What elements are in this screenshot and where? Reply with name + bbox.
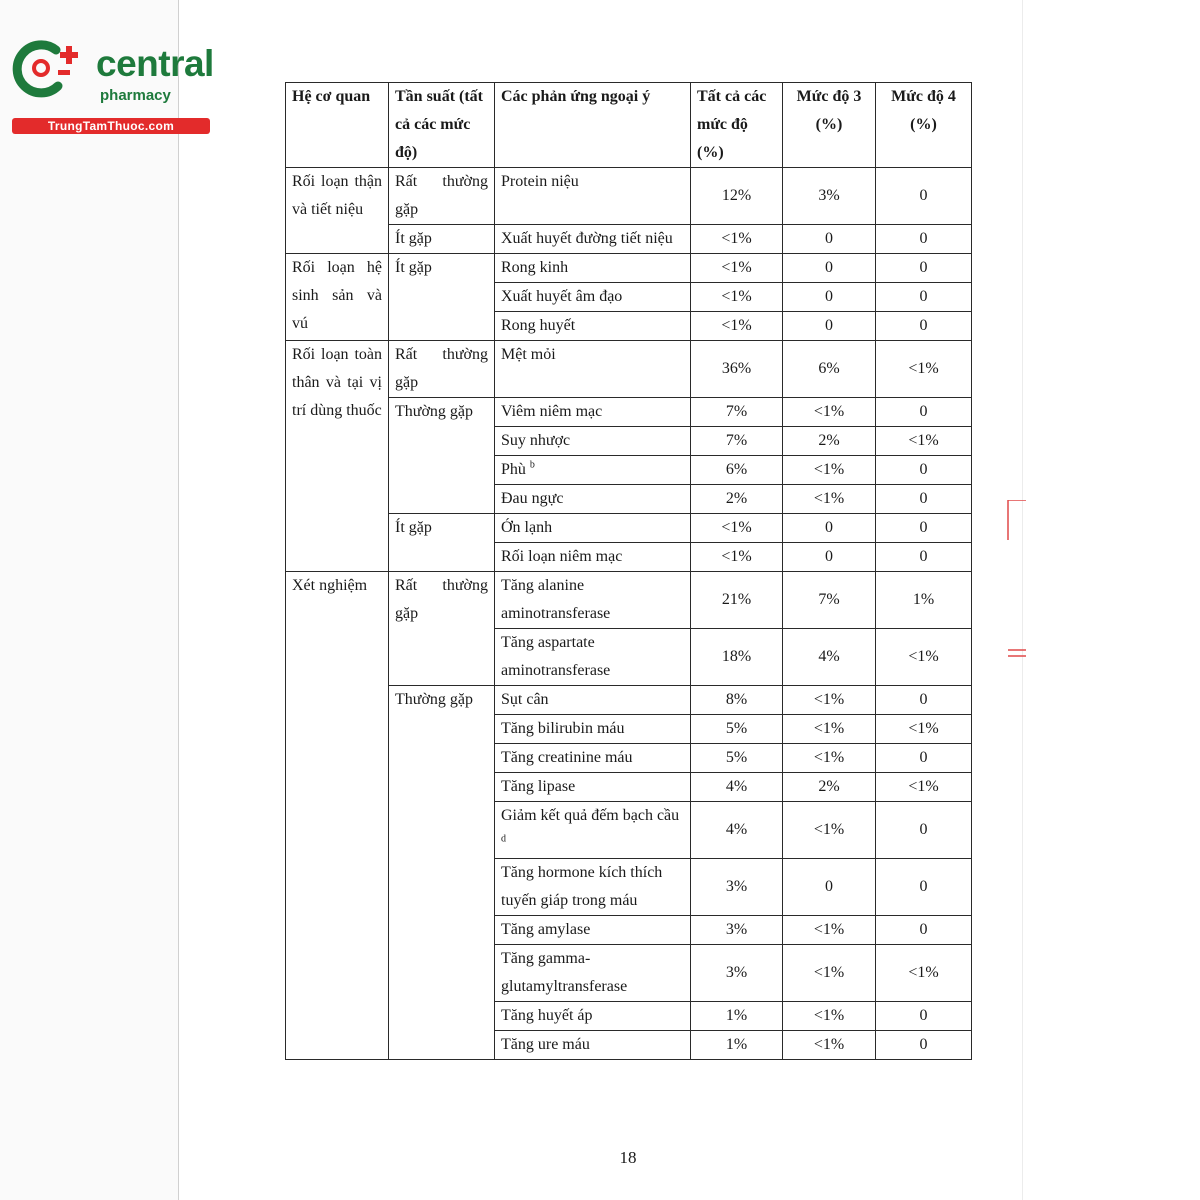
cell-reaction [495, 859, 691, 916]
cell-reaction [495, 427, 691, 456]
logo-name: central [96, 43, 214, 84]
cell-grade-3: 0 [783, 225, 876, 254]
table-row [286, 341, 972, 398]
cell-grade-3: 2% [783, 427, 876, 456]
cell-all-grades: <1% [691, 543, 783, 572]
cell-grade-4: 0 [876, 859, 972, 916]
footnote-marker: d [501, 833, 506, 845]
cell-grade-3: <1% [783, 744, 876, 773]
reaction-text: Mệt mỏi [501, 346, 556, 363]
cell-reaction [495, 916, 691, 945]
cell-reaction [495, 168, 691, 225]
cell-system: Rối loạn thận và tiết niệu [286, 168, 389, 254]
cell-system: Rối loạn toàn thân và tại vị trí dùng thuốc [286, 341, 389, 572]
cell-all-grades: 3% [691, 859, 783, 916]
cell-reaction [495, 1002, 691, 1031]
reaction-text: Giảm kết quả đếm bạch cầu [501, 807, 680, 824]
cell-grade-4: 0 [876, 485, 972, 514]
cell-grade-4: 0 [876, 225, 972, 254]
cell-reaction [495, 283, 691, 312]
page-right-margin [1022, 0, 1200, 1200]
cell-reaction [495, 254, 691, 283]
reaction-text: Protein niệu [501, 173, 579, 190]
reaction-text: Đau ngực [501, 490, 564, 507]
cell-reaction [495, 456, 691, 485]
reaction-text: Xuất huyết âm đạo [501, 288, 623, 305]
cell-all-grades: <1% [691, 254, 783, 283]
cell-all-grades: <1% [691, 514, 783, 543]
footnote-marker: b [529, 459, 535, 471]
cell-all-grades: 7% [691, 398, 783, 427]
cell-frequency: Thường gặp [389, 686, 495, 1060]
cell-reaction [495, 572, 691, 629]
cell-reaction [495, 744, 691, 773]
table-header-row [286, 83, 972, 168]
cell-grade-4: 0 [876, 916, 972, 945]
reaction-text: Suy nhược [501, 432, 571, 449]
cell-grade-4: 0 [876, 744, 972, 773]
cell-reaction [495, 629, 691, 686]
cell-frequency: Thường gặp [389, 398, 495, 514]
cell-grade-4: 0 [876, 543, 972, 572]
cell-grade-3: 0 [783, 312, 876, 341]
reaction-text: Tăng creatinine máu [501, 749, 633, 766]
table-row [286, 398, 972, 427]
cell-grade-4: 0 [876, 1031, 972, 1060]
cell-reaction [495, 398, 691, 427]
cell-frequency: Ít gặp [389, 225, 495, 254]
reaction-text: Rối loạn niêm mạc [501, 548, 623, 565]
cell-grade-4: 0 [876, 1002, 972, 1031]
cell-reaction [495, 312, 691, 341]
reaction-text: Tăng huyết áp [501, 1007, 593, 1024]
adverse-reactions-table [285, 82, 972, 1060]
cell-grade-3: <1% [783, 1031, 876, 1060]
cell-grade-3: 0 [783, 254, 876, 283]
cell-all-grades: <1% [691, 283, 783, 312]
reaction-text: Sụt cân [501, 691, 549, 708]
cell-reaction [495, 715, 691, 744]
reaction-text: Tăng gamma-glutamyltransferase [501, 950, 628, 995]
cell-all-grades: 1% [691, 1002, 783, 1031]
cell-all-grades: <1% [691, 225, 783, 254]
cell-grade-3: 6% [783, 341, 876, 398]
cell-grade-3: 0 [783, 283, 876, 312]
header-system: Hệ cơ quan [286, 83, 389, 168]
cell-grade-4: <1% [876, 341, 972, 398]
cell-grade-4: 0 [876, 312, 972, 341]
cell-reaction [495, 802, 691, 859]
cell-grade-4: 0 [876, 514, 972, 543]
reaction-text: Viêm niêm mạc [501, 403, 603, 420]
cell-grade-4: <1% [876, 773, 972, 802]
table-row [286, 686, 972, 715]
cell-grade-3: <1% [783, 686, 876, 715]
cell-all-grades: <1% [691, 312, 783, 341]
reaction-text: Phù [501, 461, 526, 478]
reaction-text: Tăng ure máu [501, 1036, 590, 1053]
reaction-text: Rong huyết [501, 317, 576, 334]
reaction-text: Ớn lạnh [501, 519, 553, 536]
header-reaction: Các phản ứng ngoại ý [495, 83, 691, 168]
table-row [286, 225, 972, 254]
cell-frequency: Ít gặp [389, 514, 495, 572]
cell-grade-4: 0 [876, 168, 972, 225]
cell-reaction [495, 945, 691, 1002]
cell-all-grades: 6% [691, 456, 783, 485]
header-frequency: Tần suất (tất cả các mức độ) [389, 83, 495, 168]
cell-grade-3: 7% [783, 572, 876, 629]
cell-all-grades: 36% [691, 341, 783, 398]
logo-subtitle: pharmacy [100, 87, 171, 104]
cell-grade-3: <1% [783, 715, 876, 744]
cell-reaction [495, 686, 691, 715]
cell-reaction [495, 773, 691, 802]
reaction-text: Tăng aspartate aminotransferase [501, 634, 611, 679]
cell-grade-4: 0 [876, 283, 972, 312]
cell-grade-4: <1% [876, 945, 972, 1002]
cell-reaction [495, 514, 691, 543]
pharmacy-logo-icon [12, 40, 84, 102]
cell-reaction [495, 1031, 691, 1060]
reaction-text: Tăng amylase [501, 921, 591, 938]
cell-grade-3: <1% [783, 916, 876, 945]
cell-grade-3: 0 [783, 859, 876, 916]
reaction-text: Xuất huyết đường tiết niệu [501, 230, 673, 247]
cell-all-grades: 1% [691, 1031, 783, 1060]
red-stamp-fragment [1000, 500, 1026, 665]
table-row [286, 254, 972, 283]
cell-grade-3: <1% [783, 1002, 876, 1031]
cell-grade-3: <1% [783, 802, 876, 859]
cell-grade-4: 0 [876, 802, 972, 859]
cell-grade-4: 0 [876, 254, 972, 283]
cell-grade-4: <1% [876, 629, 972, 686]
logo-site-band: TrungTamThuoc.com [12, 118, 210, 134]
cell-grade-3: 3% [783, 168, 876, 225]
cell-all-grades: 3% [691, 916, 783, 945]
cell-all-grades: 3% [691, 945, 783, 1002]
header-grade-4: Mức độ 4 (%) [876, 83, 972, 168]
cell-grade-4: <1% [876, 715, 972, 744]
cell-grade-3: 0 [783, 543, 876, 572]
table-row [286, 514, 972, 543]
cell-grade-4: 0 [876, 456, 972, 485]
reaction-text: Rong kinh [501, 259, 569, 276]
cell-grade-3: <1% [783, 485, 876, 514]
cell-system: Xét nghiệm [286, 572, 389, 1060]
cell-reaction [495, 543, 691, 572]
page-number: 18 [619, 1148, 637, 1167]
cell-all-grades: 18% [691, 629, 783, 686]
cell-grade-3: <1% [783, 398, 876, 427]
header-grade-3: Mức độ 3 (%) [783, 83, 876, 168]
cell-all-grades: 4% [691, 802, 783, 859]
cell-grade-4: 1% [876, 572, 972, 629]
cell-all-grades: 21% [691, 572, 783, 629]
cell-system: Rối loạn hệ sinh sản và vú [286, 254, 389, 341]
cell-all-grades: 2% [691, 485, 783, 514]
cell-grade-3: <1% [783, 456, 876, 485]
cell-all-grades: 8% [691, 686, 783, 715]
cell-all-grades: 7% [691, 427, 783, 456]
table-row [286, 572, 972, 629]
pharmacy-logo[interactable] [10, 38, 215, 138]
reaction-text: Tăng lipase [501, 778, 576, 795]
cell-reaction [495, 485, 691, 514]
cell-grade-3: 0 [783, 514, 876, 543]
cell-reaction [495, 225, 691, 254]
reaction-text: Tăng hormone kích thích tuyến giáp trong máu [501, 864, 663, 909]
cell-frequency: Ít gặp [389, 254, 495, 341]
cell-frequency: Rất thường gặp [389, 572, 495, 686]
cell-grade-3: <1% [783, 945, 876, 1002]
cell-frequency: Rất thường gặp [389, 341, 495, 398]
cell-frequency: Rất thường gặp [389, 168, 495, 225]
reaction-text: Tăng bilirubin máu [501, 720, 625, 737]
header-all-grades: Tất cả các mức độ (%) [691, 83, 783, 168]
cell-all-grades: 5% [691, 715, 783, 744]
cell-all-grades: 5% [691, 744, 783, 773]
cell-grade-3: 2% [783, 773, 876, 802]
cell-all-grades: 4% [691, 773, 783, 802]
page-left-margin [0, 0, 179, 1200]
cell-grade-4: <1% [876, 427, 972, 456]
table-row [286, 168, 972, 225]
cell-grade-4: 0 [876, 398, 972, 427]
cell-reaction [495, 341, 691, 398]
cell-grade-4: 0 [876, 686, 972, 715]
cell-all-grades: 12% [691, 168, 783, 225]
reaction-text: Tăng alanine aminotransferase [501, 577, 611, 622]
cell-grade-3: 4% [783, 629, 876, 686]
